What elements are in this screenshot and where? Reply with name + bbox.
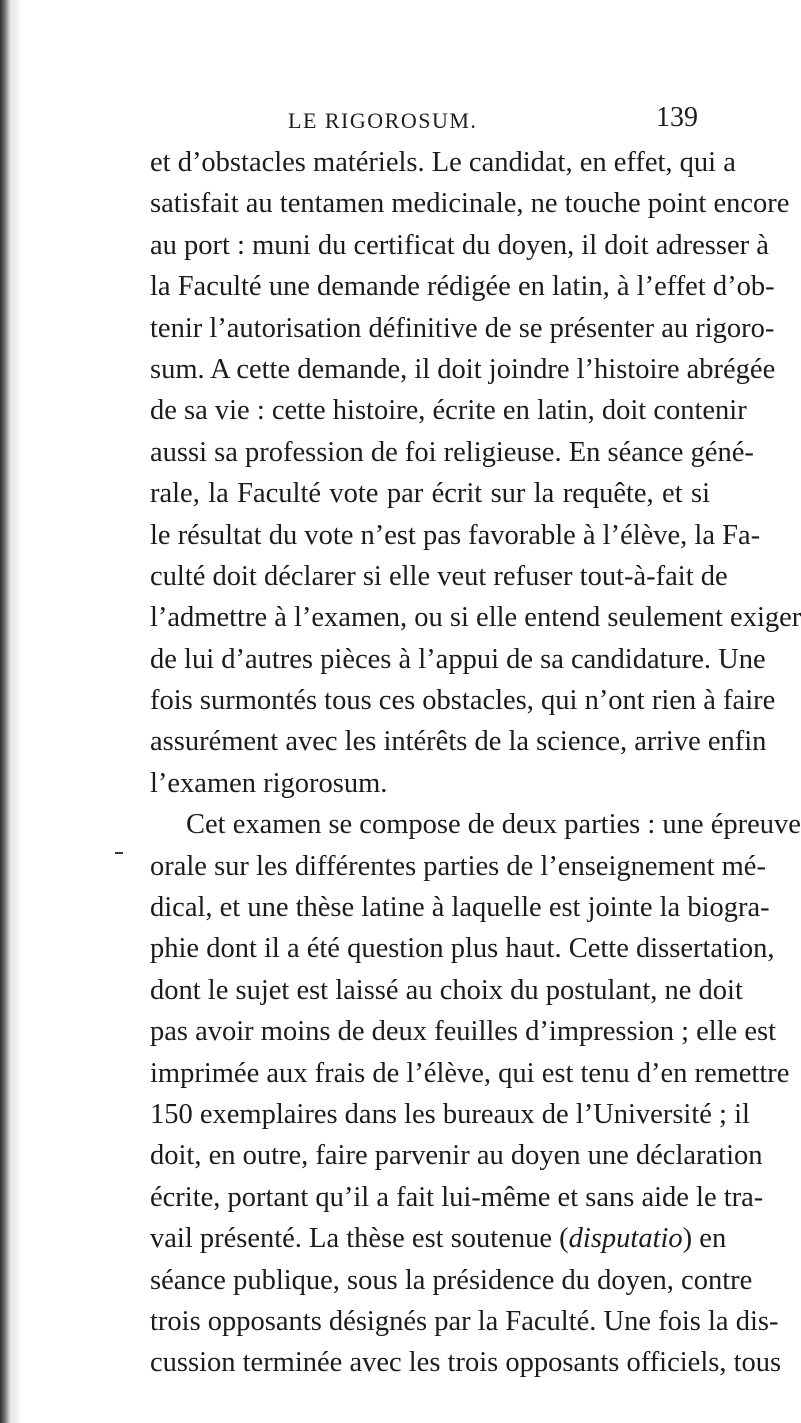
page-number: 139 [656, 102, 698, 133]
text-line-27-start: vail présenté. La thèse est soutenue [150, 1223, 560, 1255]
margin-mark [115, 852, 123, 854]
text-line-15: assurément avec les intérêts de la science, arrive enfin [150, 726, 767, 758]
text-line-16: l’examen rigorosum. [150, 767, 388, 799]
latin-term: disputatio [568, 1223, 683, 1255]
text-line-23: imprimée aux frais de l’élève, qui est tenu d’en remettre [150, 1057, 790, 1089]
text-line-28: séance publique, sous la présidence du doyen, contre [150, 1264, 753, 1296]
text-line-1: et d’obstacles matériels. Le candidat, en effet, qui a [150, 147, 736, 178]
text-line-30: cussion terminée avec les trois opposants officiels, tous [150, 1347, 782, 1379]
text-line-22: pas avoir moins de deux feuilles d’impression ; elle est [150, 1016, 777, 1048]
text-line-3: au port : muni du certificat du doyen, il doit adresser à [150, 229, 769, 261]
text-line-20: phie dont il a été question plus haut. Cette dissertation, [150, 933, 775, 965]
text-line-2: satisfait au tentamen medicinale, ne touche point encore [150, 188, 790, 220]
text-line-7: de sa vie : cette histoire, écrite en latin, doit contenir [150, 395, 747, 427]
page-header [150, 102, 710, 142]
text-line-27-end: en [692, 1223, 727, 1255]
running-head: LE RIGOROSUM. [288, 108, 478, 133]
text-line-24: 150 exemplaires dans les bureaux de l’Université ; il [150, 1098, 750, 1130]
text-line-8: aussi sa profession de foi religieuse. En séance géné- [150, 436, 754, 468]
text-line-12: l’admettre à l’examen, ou si elle entend seulement exiger [150, 602, 801, 634]
text-line-6: sum. A cette demande, il doit joindre l’histoire abrégée [150, 353, 776, 385]
text-line-11: culté doit déclarer si elle veut refuser tout-à-fait de [150, 560, 728, 592]
text-line-26: écrite, portant qu’il a fait lui-même et sans aide le tra- [150, 1181, 764, 1213]
text-line-14: fois surmontés tous ces obstacles, qui n’ont rien à faire [150, 685, 776, 717]
page-binding-edge [0, 0, 12, 1423]
text-line-25: doit, en outre, faire parvenir au doyen une déclaration [150, 1140, 763, 1172]
text-line-13: de lui d’autres pièces à l’appui de sa candidature. Une [150, 643, 766, 675]
text-line-5: tenir l’autorisation définitive de se présenter au rigoro- [150, 312, 775, 344]
text-line-18: orale sur les différentes parties de l’enseignement mé- [150, 850, 766, 882]
text-line-9: rale, la Faculté vote par écrit sur la requête, et si [150, 478, 710, 510]
text-line-10: le résultat du vote n’est pas favorable à l’élève, la Fa- [150, 519, 761, 551]
text-line-21: dont le sujet est laissé au choix du postulant, ne doit [150, 974, 743, 1006]
text-line-19: dical, et une thèse latine à laquelle est jointe la biogra- [150, 892, 770, 924]
text-line-29: trois opposants désignés par la Faculté. Une fois la dis- [150, 1305, 779, 1337]
text-line-27: vail présenté. La thèse est soutenue (disputatio) en [150, 1223, 727, 1255]
page-binding-shadow [12, 0, 22, 1423]
text-line-4: la Faculté une demande rédigée en latin, à l’effet d’ob- [150, 271, 775, 303]
text-line-17: Cet examen se compose de deux parties : une épreuve [186, 809, 801, 841]
body-text [150, 142, 801, 1384]
